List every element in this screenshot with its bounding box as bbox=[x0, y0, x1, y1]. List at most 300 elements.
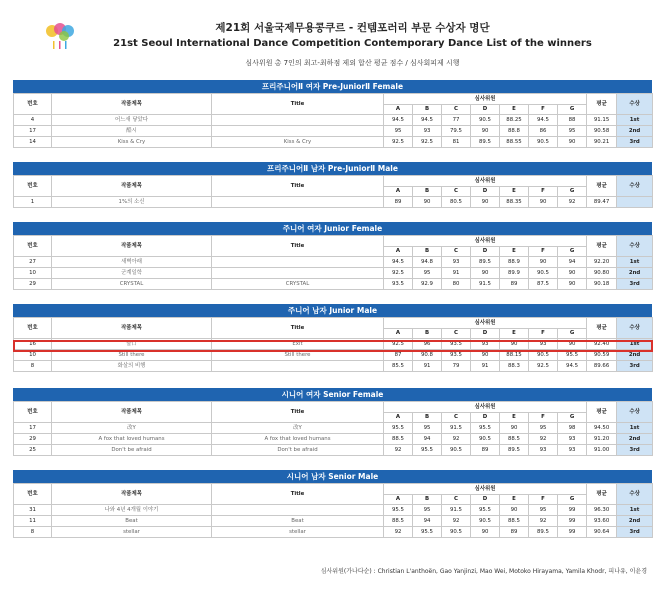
judge-score: 91.5 bbox=[442, 423, 471, 434]
judge-letter: E bbox=[500, 105, 529, 115]
col-header-award: 수상 bbox=[617, 94, 653, 115]
work-title: Don't be afraid bbox=[52, 445, 212, 456]
judge-letter: A bbox=[384, 495, 413, 505]
judge-letter: D bbox=[471, 105, 500, 115]
judge-letter: C bbox=[442, 247, 471, 257]
work-title: CRYSTAL bbox=[52, 279, 212, 290]
entry-number: 4 bbox=[14, 115, 52, 126]
judge-letter: E bbox=[500, 187, 529, 197]
english-title: Kiss & Cry bbox=[212, 137, 384, 148]
col-header-work: 작품제목 bbox=[52, 176, 212, 197]
judge-score: 92.5 bbox=[413, 137, 442, 148]
judge-letter: D bbox=[471, 187, 500, 197]
judges-list: 심사위원(가나다순) : Christian L'anthoën, Gao Yanjinzi, Mao Wei, Motoko Hirayama, Yamila Khodr, 피나유, 이윤경 bbox=[320, 568, 647, 575]
col-header-avg: 평균 bbox=[587, 236, 617, 257]
average-score: 91.00 bbox=[587, 445, 617, 456]
judge-score: 90 bbox=[413, 197, 442, 208]
average-score: 90.21 bbox=[587, 137, 617, 148]
english-title bbox=[212, 505, 384, 516]
judge-score: 88.25 bbox=[500, 115, 529, 126]
judge-score: 95.5 bbox=[413, 527, 442, 538]
judge-score: 90 bbox=[558, 268, 587, 279]
col-header-judges: 심사위원 bbox=[384, 318, 587, 329]
work-title: 출口 bbox=[52, 339, 212, 350]
award-cell: 3rd bbox=[617, 279, 653, 290]
judge-score: 90.5 bbox=[442, 445, 471, 456]
table-row bbox=[14, 445, 653, 456]
table-row bbox=[14, 279, 653, 290]
entry-number: 17 bbox=[14, 126, 52, 137]
english-title bbox=[212, 361, 384, 372]
work-title: 화살의 비행 bbox=[52, 361, 212, 372]
col-header-title: Title bbox=[212, 236, 384, 257]
award-cell: 2nd bbox=[617, 516, 653, 527]
entry-number: 8 bbox=[14, 527, 52, 538]
judge-score: 92 bbox=[384, 527, 413, 538]
table-row bbox=[14, 527, 653, 538]
english-title: Beat bbox=[212, 516, 384, 527]
table-row bbox=[14, 126, 653, 137]
award-cell: 1st bbox=[617, 339, 653, 350]
judge-score: 94 bbox=[413, 516, 442, 527]
judge-letter: F bbox=[529, 105, 558, 115]
work-title: Beat bbox=[52, 516, 212, 527]
work-title: Kiss & Cry bbox=[52, 137, 212, 148]
judge-score: 92.5 bbox=[384, 339, 413, 350]
judge-score: 92 bbox=[442, 516, 471, 527]
english-title: Exit bbox=[212, 339, 384, 350]
judge-letter: G bbox=[558, 247, 587, 257]
table-row bbox=[14, 339, 653, 350]
work-title: Still there bbox=[52, 350, 212, 361]
col-header-title: Title bbox=[212, 318, 384, 339]
judge-letter: D bbox=[471, 329, 500, 339]
judge-score: 95 bbox=[413, 423, 442, 434]
judge-score: 80 bbox=[442, 279, 471, 290]
judge-letter: D bbox=[471, 247, 500, 257]
judge-score: 89.5 bbox=[529, 527, 558, 538]
judge-score: 93 bbox=[558, 445, 587, 456]
english-title bbox=[212, 197, 384, 208]
work-title: 酷시 bbox=[52, 126, 212, 137]
judge-letter: E bbox=[500, 247, 529, 257]
judge-score: 89.5 bbox=[500, 445, 529, 456]
col-header-title: Title bbox=[212, 484, 384, 505]
col-header-no: 번호 bbox=[14, 318, 52, 339]
english-title bbox=[212, 126, 384, 137]
judge-score: 90 bbox=[471, 197, 500, 208]
table-row bbox=[14, 516, 653, 527]
results-table bbox=[13, 235, 653, 290]
judge-score: 87.5 bbox=[529, 279, 558, 290]
section-0 bbox=[13, 80, 652, 148]
entry-number: 10 bbox=[14, 268, 52, 279]
section-banner: 프리주니어Ⅱ 여자 Pre-JuniorⅡ Female bbox=[13, 80, 652, 93]
scoring-note: 심사위원 총 7인의 최고-최하점 제외 합산 평균 점수 / 심사회피제 시행 bbox=[245, 59, 460, 67]
judge-letter: G bbox=[558, 187, 587, 197]
judge-score: 95.5 bbox=[471, 423, 500, 434]
judge-score: 89 bbox=[384, 197, 413, 208]
results-table bbox=[13, 401, 653, 456]
judge-letter: C bbox=[442, 105, 471, 115]
judge-score: 80.5 bbox=[442, 197, 471, 208]
table-row bbox=[14, 423, 653, 434]
judge-score: 95 bbox=[529, 505, 558, 516]
page-header bbox=[0, 20, 665, 68]
judge-score: 94.5 bbox=[529, 115, 558, 126]
section-banner: 주니어 남자 Junior Male bbox=[13, 304, 652, 317]
english-title bbox=[212, 115, 384, 126]
english-title: Don't be afraid bbox=[212, 445, 384, 456]
entry-number: 16 bbox=[14, 339, 52, 350]
judge-score: 91 bbox=[471, 361, 500, 372]
english-title: stellar bbox=[212, 527, 384, 538]
col-header-avg: 평균 bbox=[587, 484, 617, 505]
title-english: 21st Seoul International Dance Competition Contemporary Dance List of the winners bbox=[113, 38, 592, 49]
col-header-award: 수상 bbox=[617, 176, 653, 197]
award-cell: 1st bbox=[617, 115, 653, 126]
col-header-no: 번호 bbox=[14, 402, 52, 423]
judge-score: 95 bbox=[384, 126, 413, 137]
work-title: 어느새 닿았다 bbox=[52, 115, 212, 126]
judge-score: 90.5 bbox=[471, 434, 500, 445]
average-score: 93.60 bbox=[587, 516, 617, 527]
judge-score: 95 bbox=[413, 505, 442, 516]
title-korean: 제21회 서울국제무용콩쿠르 - 컨템포러리 부문 수상자 명단 bbox=[215, 22, 490, 34]
table-row bbox=[14, 197, 653, 208]
section-2 bbox=[13, 222, 652, 290]
work-title: A fox that loved humans bbox=[52, 434, 212, 445]
col-header-judges: 심사위원 bbox=[384, 402, 587, 413]
col-header-work: 작품제목 bbox=[52, 236, 212, 257]
results-table bbox=[13, 175, 653, 208]
work-title: 새벽아래 bbox=[52, 257, 212, 268]
judge-score: 88.5 bbox=[500, 434, 529, 445]
judge-score: 94.5 bbox=[413, 115, 442, 126]
judge-score: 86 bbox=[529, 126, 558, 137]
judge-score: 88.15 bbox=[500, 350, 529, 361]
judge-score: 94.8 bbox=[413, 257, 442, 268]
entry-number: 17 bbox=[14, 423, 52, 434]
col-header-no: 번호 bbox=[14, 176, 52, 197]
section-5 bbox=[13, 470, 652, 538]
judge-score: 90 bbox=[558, 279, 587, 290]
average-score: 96.30 bbox=[587, 505, 617, 516]
english-title: 改Y bbox=[212, 423, 384, 434]
judge-letter: B bbox=[413, 413, 442, 423]
col-header-title: Title bbox=[212, 402, 384, 423]
judge-score: 99 bbox=[558, 505, 587, 516]
judge-score: 93 bbox=[529, 445, 558, 456]
judge-score: 88.5 bbox=[384, 434, 413, 445]
table-row bbox=[14, 115, 653, 126]
judge-score: 79.5 bbox=[442, 126, 471, 137]
judge-score: 85.5 bbox=[384, 361, 413, 372]
judge-score: 92 bbox=[558, 197, 587, 208]
award-cell: 3rd bbox=[617, 361, 653, 372]
section-banner: 시니어 남자 Senior Male bbox=[13, 470, 652, 483]
average-score: 92.40 bbox=[587, 339, 617, 350]
col-header-judges: 심사위원 bbox=[384, 176, 587, 187]
judge-letter: E bbox=[500, 413, 529, 423]
judge-letter: B bbox=[413, 187, 442, 197]
average-score: 90.58 bbox=[587, 126, 617, 137]
judge-score: 95 bbox=[413, 268, 442, 279]
judge-letter: D bbox=[471, 413, 500, 423]
judge-score: 90 bbox=[471, 268, 500, 279]
judge-score: 89 bbox=[471, 445, 500, 456]
judge-score: 94 bbox=[558, 257, 587, 268]
judge-score: 94 bbox=[413, 434, 442, 445]
judge-letter: F bbox=[529, 329, 558, 339]
judge-score: 95.5 bbox=[384, 423, 413, 434]
judge-score: 89.9 bbox=[500, 268, 529, 279]
judge-letter: B bbox=[413, 329, 442, 339]
judge-score: 91.5 bbox=[442, 505, 471, 516]
col-header-avg: 평균 bbox=[587, 318, 617, 339]
col-header-no: 번호 bbox=[14, 484, 52, 505]
entry-number: 11 bbox=[14, 516, 52, 527]
judge-score: 88.5 bbox=[384, 516, 413, 527]
judge-letter: A bbox=[384, 329, 413, 339]
entry-number: 8 bbox=[14, 361, 52, 372]
judge-score: 93.5 bbox=[384, 279, 413, 290]
average-score: 90.18 bbox=[587, 279, 617, 290]
results-table bbox=[13, 483, 653, 538]
judge-score: 95.5 bbox=[384, 505, 413, 516]
judge-letter: D bbox=[471, 495, 500, 505]
work-title: 나와 4년 4개월 이야기 bbox=[52, 505, 212, 516]
work-title: 改Y bbox=[52, 423, 212, 434]
judge-score: 94.5 bbox=[558, 361, 587, 372]
judge-letter: F bbox=[529, 495, 558, 505]
judge-score: 90.5 bbox=[471, 516, 500, 527]
judge-score: 92 bbox=[529, 516, 558, 527]
award-cell: 2nd bbox=[617, 268, 653, 279]
judge-letter: F bbox=[529, 413, 558, 423]
judge-score: 88.35 bbox=[500, 197, 529, 208]
judge-letter: F bbox=[529, 187, 558, 197]
col-header-avg: 평균 bbox=[587, 402, 617, 423]
average-score: 91.20 bbox=[587, 434, 617, 445]
entry-number: 27 bbox=[14, 257, 52, 268]
judge-letter: B bbox=[413, 247, 442, 257]
judge-score: 93.5 bbox=[442, 350, 471, 361]
work-title: stellar bbox=[52, 527, 212, 538]
judge-letter: A bbox=[384, 187, 413, 197]
work-title: 군계일학 bbox=[52, 268, 212, 279]
col-header-judges: 심사위원 bbox=[384, 484, 587, 495]
entry-number: 29 bbox=[14, 279, 52, 290]
judge-score: 88.8 bbox=[500, 126, 529, 137]
judge-score: 87 bbox=[384, 350, 413, 361]
entry-number: 29 bbox=[14, 434, 52, 445]
judge-score: 92 bbox=[529, 434, 558, 445]
judge-score: 89 bbox=[500, 527, 529, 538]
judge-score: 90 bbox=[558, 339, 587, 350]
section-1 bbox=[13, 162, 652, 208]
judge-score: 90.5 bbox=[529, 350, 558, 361]
award-cell: 2nd bbox=[617, 126, 653, 137]
judge-score: 77 bbox=[442, 115, 471, 126]
col-header-work: 작품제목 bbox=[52, 318, 212, 339]
judge-score: 90.5 bbox=[471, 115, 500, 126]
table-row bbox=[14, 268, 653, 279]
judge-letter: A bbox=[384, 413, 413, 423]
award-cell: 3rd bbox=[617, 445, 653, 456]
col-header-avg: 평균 bbox=[587, 176, 617, 197]
col-header-award: 수상 bbox=[617, 318, 653, 339]
col-header-work: 작품제목 bbox=[52, 94, 212, 115]
judge-letter: B bbox=[413, 495, 442, 505]
judge-score: 92 bbox=[442, 434, 471, 445]
judge-score: 95 bbox=[558, 126, 587, 137]
award-cell bbox=[617, 197, 653, 208]
judge-score: 92 bbox=[384, 445, 413, 456]
judge-score: 94.5 bbox=[384, 257, 413, 268]
average-score: 89.47 bbox=[587, 197, 617, 208]
judge-score: 93 bbox=[442, 257, 471, 268]
judge-score: 90 bbox=[500, 505, 529, 516]
judge-score: 90 bbox=[471, 350, 500, 361]
judge-letter: E bbox=[500, 495, 529, 505]
judge-letter: G bbox=[558, 495, 587, 505]
table-row bbox=[14, 505, 653, 516]
judge-score: 92.5 bbox=[529, 361, 558, 372]
col-header-award: 수상 bbox=[617, 402, 653, 423]
judge-score: 94.5 bbox=[384, 115, 413, 126]
col-header-title: Title bbox=[212, 94, 384, 115]
col-header-award: 수상 bbox=[617, 236, 653, 257]
table-row bbox=[14, 257, 653, 268]
entry-number: 14 bbox=[14, 137, 52, 148]
col-header-work: 작품제목 bbox=[52, 484, 212, 505]
judge-score: 93 bbox=[529, 339, 558, 350]
average-score: 90.80 bbox=[587, 268, 617, 279]
judge-score: 92.9 bbox=[413, 279, 442, 290]
judge-score: 91 bbox=[442, 268, 471, 279]
average-score: 94.50 bbox=[587, 423, 617, 434]
work-title: 1%의 소신 bbox=[52, 197, 212, 208]
judge-score: 90 bbox=[471, 126, 500, 137]
col-header-award: 수상 bbox=[617, 484, 653, 505]
judge-score: 90.5 bbox=[529, 268, 558, 279]
english-title bbox=[212, 257, 384, 268]
award-cell: 3rd bbox=[617, 137, 653, 148]
judge-score: 93.5 bbox=[442, 339, 471, 350]
judge-score: 90.5 bbox=[442, 527, 471, 538]
section-banner: 주니어 여자 Junior Female bbox=[13, 222, 652, 235]
judge-score: 89.5 bbox=[471, 137, 500, 148]
judge-score: 81 bbox=[442, 137, 471, 148]
average-score: 90.64 bbox=[587, 527, 617, 538]
judge-score: 93 bbox=[471, 339, 500, 350]
judge-score: 90 bbox=[500, 423, 529, 434]
judge-letter: G bbox=[558, 413, 587, 423]
judge-score: 91.5 bbox=[471, 279, 500, 290]
judge-score: 92.5 bbox=[384, 137, 413, 148]
judge-score: 88 bbox=[558, 115, 587, 126]
average-score: 89.66 bbox=[587, 361, 617, 372]
judge-score: 95 bbox=[529, 423, 558, 434]
award-cell: 2nd bbox=[617, 434, 653, 445]
judge-score: 98 bbox=[558, 423, 587, 434]
table-row bbox=[14, 361, 653, 372]
judge-score: 91 bbox=[413, 361, 442, 372]
judge-score: 79 bbox=[442, 361, 471, 372]
judge-score: 99 bbox=[558, 527, 587, 538]
col-header-no: 번호 bbox=[14, 94, 52, 115]
judge-score: 90 bbox=[471, 527, 500, 538]
judge-score: 89.5 bbox=[471, 257, 500, 268]
judge-letter: G bbox=[558, 105, 587, 115]
col-header-title: Title bbox=[212, 176, 384, 197]
judge-score: 88.55 bbox=[500, 137, 529, 148]
judge-score: 90 bbox=[558, 137, 587, 148]
table-row bbox=[14, 137, 653, 148]
average-score: 90.59 bbox=[587, 350, 617, 361]
judge-score: 90 bbox=[529, 257, 558, 268]
average-score: 92.20 bbox=[587, 257, 617, 268]
english-title: A fox that loved humans bbox=[212, 434, 384, 445]
judge-letter: E bbox=[500, 329, 529, 339]
section-banner: 프리주니어Ⅱ 남자 Pre-JuniorⅡ Male bbox=[13, 162, 652, 175]
judge-score: 95.5 bbox=[413, 445, 442, 456]
section-banner: 시니어 여자 Senior Female bbox=[13, 388, 652, 401]
judge-score: 95.5 bbox=[471, 505, 500, 516]
results-table bbox=[13, 317, 653, 372]
judge-score: 93 bbox=[413, 126, 442, 137]
judge-score: 99 bbox=[558, 516, 587, 527]
judge-score: 90 bbox=[500, 339, 529, 350]
judge-score: 90 bbox=[529, 197, 558, 208]
judge-score: 90.5 bbox=[529, 137, 558, 148]
judge-letter: A bbox=[384, 105, 413, 115]
entry-number: 25 bbox=[14, 445, 52, 456]
entry-number: 10 bbox=[14, 350, 52, 361]
judge-score: 96 bbox=[413, 339, 442, 350]
judge-letter: F bbox=[529, 247, 558, 257]
judge-score: 88.9 bbox=[500, 257, 529, 268]
col-header-judges: 심사위원 bbox=[384, 236, 587, 247]
results-table bbox=[13, 93, 653, 148]
section-3 bbox=[13, 304, 652, 372]
judge-score: 92.5 bbox=[384, 268, 413, 279]
average-score: 91.15 bbox=[587, 115, 617, 126]
award-cell: 2nd bbox=[617, 350, 653, 361]
judge-score: 90.8 bbox=[413, 350, 442, 361]
table-row bbox=[14, 434, 653, 445]
col-header-judges: 심사위원 bbox=[384, 94, 587, 105]
judge-letter: B bbox=[413, 105, 442, 115]
col-header-avg: 평균 bbox=[587, 94, 617, 115]
english-title: Still there bbox=[212, 350, 384, 361]
judge-score: 88.3 bbox=[500, 361, 529, 372]
award-cell: 1st bbox=[617, 257, 653, 268]
judge-score: 88.5 bbox=[500, 516, 529, 527]
col-header-work: 작품제목 bbox=[52, 402, 212, 423]
section-4 bbox=[13, 388, 652, 456]
award-cell: 1st bbox=[617, 423, 653, 434]
judge-letter: C bbox=[442, 187, 471, 197]
award-cell: 3rd bbox=[617, 527, 653, 538]
entry-number: 31 bbox=[14, 505, 52, 516]
judge-letter: C bbox=[442, 413, 471, 423]
award-cell: 1st bbox=[617, 505, 653, 516]
col-header-no: 번호 bbox=[14, 236, 52, 257]
judge-letter: C bbox=[442, 495, 471, 505]
judge-letter: G bbox=[558, 329, 587, 339]
